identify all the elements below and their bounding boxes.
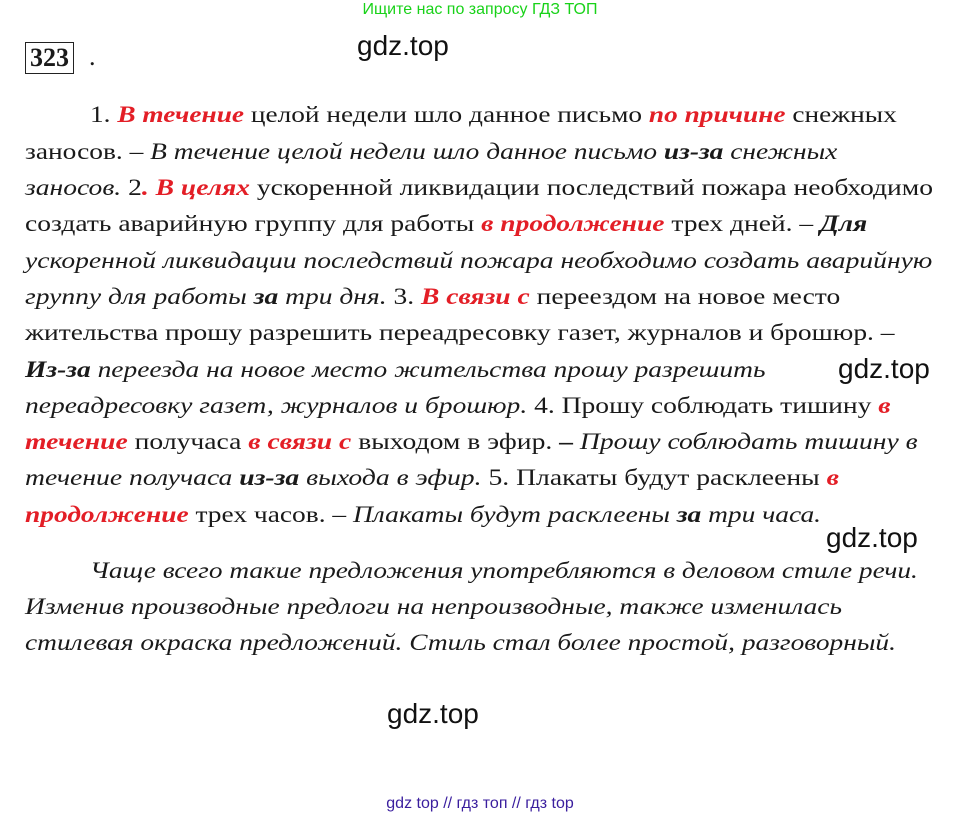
text-segment: Из-за (25, 357, 91, 383)
text-line (25, 592, 842, 622)
text-segment: жительства прошу разрешить переадресовку газет, журналов и брошюр. – (25, 320, 895, 346)
text-segment: В течение целой недели шло данное письмо (150, 139, 664, 165)
text-segment: Изменив производные предлоги на непроизводные, также изменилась (25, 594, 842, 620)
exercise-number-dot: . (89, 42, 96, 71)
text-line (25, 282, 840, 312)
watermark: gdz.top (357, 30, 449, 61)
footer-links: gdz top // гдз топ // гдз top (386, 795, 574, 812)
search-hint-banner: Ищите нас по запросу ГДЗ ТОП (362, 1, 598, 18)
text-line (25, 500, 821, 530)
text-segment: ускоренной ликвидации последствий пожара необходимо создать аварийную (25, 248, 933, 274)
text-segment: заносов. (25, 175, 122, 201)
text-segment: ускоренной ликвидации последствий пожара необходимо (249, 175, 934, 201)
text-segment: трех часов. – (188, 502, 354, 528)
highlighted-preposition: В течение (117, 102, 245, 128)
watermark: gdz.top (387, 698, 479, 729)
text-line (25, 318, 895, 348)
text-segment: за (676, 502, 702, 528)
text-segment: целой недели шло данное письмо (244, 102, 649, 128)
text-line (25, 355, 766, 385)
text-segment: Для (820, 211, 868, 237)
text-segment: 3. (386, 284, 422, 310)
text-line (90, 556, 918, 586)
text-segment: из-за (663, 139, 724, 165)
text-segment: течение получаса (25, 465, 240, 491)
highlighted-preposition: по причине (648, 102, 786, 128)
text-segment: Чаще всего такие предложения употребляются в деловом стиле речи. (90, 558, 918, 584)
text-segment: – (559, 429, 573, 455)
highlighted-preposition: течение (25, 429, 128, 455)
text-segment: выхода в эфир. (299, 465, 482, 491)
text-line (25, 427, 918, 457)
text-segment: Плакаты будут расклеены (353, 502, 677, 528)
text-line (25, 246, 932, 276)
text-segment: 1. (90, 102, 118, 128)
text-line (25, 209, 867, 239)
watermark: gdz.top (826, 522, 918, 553)
text-segment: переездом на новое место (529, 284, 841, 310)
text-segment: стилевая окраска предложений. Стиль стал более простой, разговорный. (25, 630, 896, 656)
text-segment: трех дней. – (664, 211, 821, 237)
text-segment: переезда на новое место жительства прошу разрешить (90, 357, 766, 383)
text-segment: из-за (239, 465, 300, 491)
text-segment: три дня. (278, 284, 387, 310)
watermark: gdz.top (838, 353, 930, 384)
highlighted-preposition: в (826, 465, 839, 491)
text-segment: заносов. – (25, 139, 151, 165)
highlighted-preposition: в связи с (248, 429, 352, 455)
text-segment: выходом в эфир. (351, 429, 560, 455)
text-segment: 4. Прошу соблюдать тишину (527, 393, 879, 419)
highlighted-preposition: В связи с (421, 284, 530, 310)
highlighted-preposition: в продолжение (481, 211, 665, 237)
text-segment: снежных (723, 139, 838, 165)
text-segment: получаса (127, 429, 249, 455)
text-line (25, 391, 891, 421)
text-segment: группу для работы (25, 284, 254, 310)
text-line (25, 137, 837, 167)
text-line (90, 100, 897, 130)
exercise-number: 323 (25, 42, 74, 74)
text-line (25, 173, 933, 203)
highlighted-preposition: в (878, 393, 891, 419)
text-line (25, 628, 896, 658)
text-segment: за (253, 284, 279, 310)
text-segment: создать аварийную группу для работы (25, 211, 482, 237)
text-segment: Прошу соблюдать тишину в (572, 429, 918, 455)
highlighted-preposition: продолжение (25, 502, 189, 528)
text-line (25, 463, 839, 493)
highlighted-preposition: . В целях (141, 175, 250, 201)
text-segment: 2 (121, 175, 142, 201)
text-segment: переадресовку газет, журналов и брошюр. (25, 393, 528, 419)
text-segment: снежных (785, 102, 897, 128)
text-segment: три часа. (701, 502, 822, 528)
text-segment: 5. Плакаты будут расклеены (481, 465, 827, 491)
